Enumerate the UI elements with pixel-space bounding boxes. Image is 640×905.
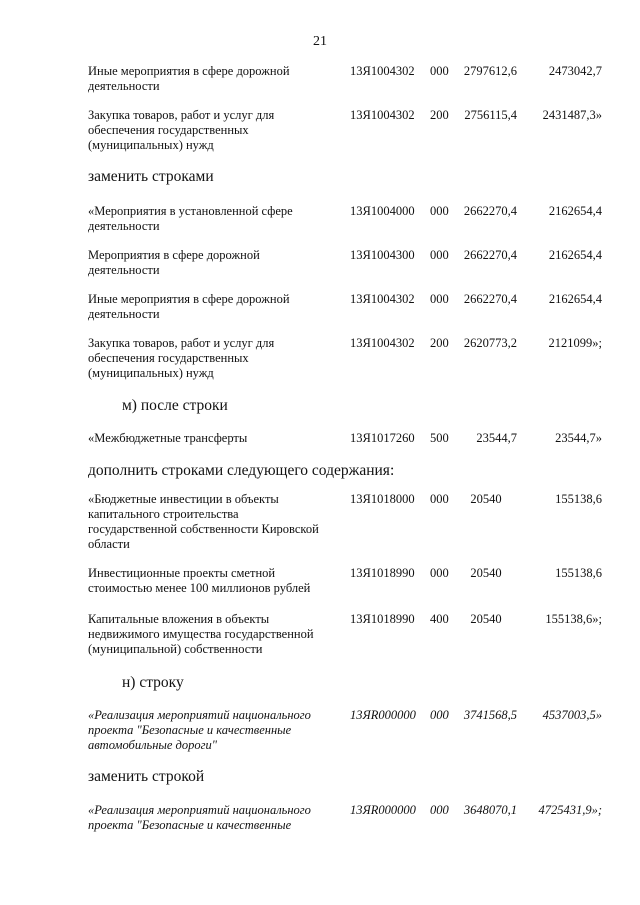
row-code: 13Я1018990 — [350, 612, 415, 626]
row-value-2: 4537003,5» — [542, 708, 602, 722]
row-description: «Бюджетные инвестиции в объекты капитального строительства государственной собственности Кировской области — [88, 492, 319, 551]
heading-after-row: м) после строки — [122, 397, 228, 414]
row-expense-type: 000 — [430, 566, 449, 580]
row-value-2: 2431487,3» — [542, 108, 602, 122]
heading-replace-row: заменить строкой — [88, 768, 205, 785]
row-value-1: 2662270,4 — [463, 292, 517, 306]
row-expense-type: 200 — [430, 108, 449, 122]
row-expense-type: 000 — [430, 64, 449, 78]
row-description: Капитальные вложения в объекты недвижимого имущества государственной (муниципальной) собственности — [88, 612, 314, 656]
row-code: 13Я1004302 — [350, 292, 415, 306]
row-value-2: 155138,6 — [555, 492, 602, 506]
row-description: Инвестиционные проекты сметной стоимостью менее 100 миллионов рублей — [88, 566, 311, 595]
row-expense-type: 000 — [430, 803, 449, 817]
row-value-2: 2162654,4 — [548, 292, 602, 306]
row-value-2: 2473042,7 — [548, 64, 602, 78]
row-expense-type: 000 — [430, 248, 449, 262]
row-description: Закупка товаров, работ и услуг для обеспечения государственных (муниципальных) нужд — [88, 336, 275, 380]
row-code: 13ЯR000000 — [350, 708, 416, 722]
row-value-1: 20540 — [470, 566, 502, 580]
row-expense-type: 400 — [430, 612, 449, 626]
row-code: 13Я1004302 — [350, 108, 415, 122]
row-value-2: 2121099»; — [548, 336, 602, 350]
row-expense-type: 000 — [430, 492, 449, 506]
row-value-2: 155138,6 — [555, 566, 602, 580]
row-code: 13Я1004300 — [350, 248, 415, 262]
row-value-1: 3648070,1 — [463, 803, 517, 817]
row-value-2: 2162654,4 — [548, 248, 602, 262]
row-expense-type: 000 — [430, 708, 449, 722]
row-description: Мероприятия в сфере дорожной деятельности — [88, 248, 260, 277]
row-code: 13Я1018000 — [350, 492, 415, 506]
row-value-2: 2162654,4 — [548, 204, 602, 218]
row-value-1: 2662270,4 — [463, 204, 517, 218]
row-value-2: 23544,7» — [555, 431, 602, 445]
row-code: 13Я1018990 — [350, 566, 415, 580]
row-code: 13Я1004302 — [350, 64, 415, 78]
row-code: 13Я1004000 — [350, 204, 415, 218]
row-value-2: 155138,6»; — [545, 612, 602, 626]
row-value-1: 23544,7 — [476, 431, 517, 445]
row-expense-type: 000 — [430, 204, 449, 218]
row-description: «Реализация мероприятий национального проекта "Безопасные и качественные — [88, 803, 311, 832]
row-expense-type: 200 — [430, 336, 449, 350]
heading-row: н) строку — [122, 674, 184, 691]
row-value-2: 4725431,9»; — [538, 803, 602, 817]
row-description: Закупка товаров, работ и услуг для обеспечения государственных (муниципальных) нужд — [88, 108, 275, 152]
row-value-1: 20540 — [470, 612, 502, 626]
row-value-1: 3741568,5 — [463, 708, 517, 722]
heading-replace-rows: заменить строками — [88, 168, 214, 185]
heading-add-rows: дополнить строками следующего содержания: — [88, 462, 395, 479]
row-code: 13ЯR000000 — [350, 803, 416, 817]
row-value-1: 20540 — [470, 492, 502, 506]
row-expense-type: 000 — [430, 292, 449, 306]
row-value-1: 2620773,2 — [463, 336, 517, 350]
page-number: 21 — [313, 34, 327, 49]
row-description: «Межбюджетные трансферты — [88, 431, 248, 445]
row-value-1: 2756115,4 — [464, 108, 517, 122]
row-description: «Реализация мероприятий национального проекта "Безопасные и качественные автомобильные дороги" — [88, 708, 311, 752]
row-expense-type: 500 — [430, 431, 449, 445]
row-description: Иные мероприятия в сфере дорожной деятельности — [88, 292, 290, 321]
row-value-1: 2662270,4 — [463, 248, 517, 262]
row-code: 13Я1017260 — [350, 431, 415, 445]
row-description: Иные мероприятия в сфере дорожной деятельности — [88, 64, 290, 93]
row-description: «Мероприятия в установленной сфере деятельности — [88, 204, 293, 233]
row-code: 13Я1004302 — [350, 336, 415, 350]
row-value-1: 2797612,6 — [463, 64, 517, 78]
